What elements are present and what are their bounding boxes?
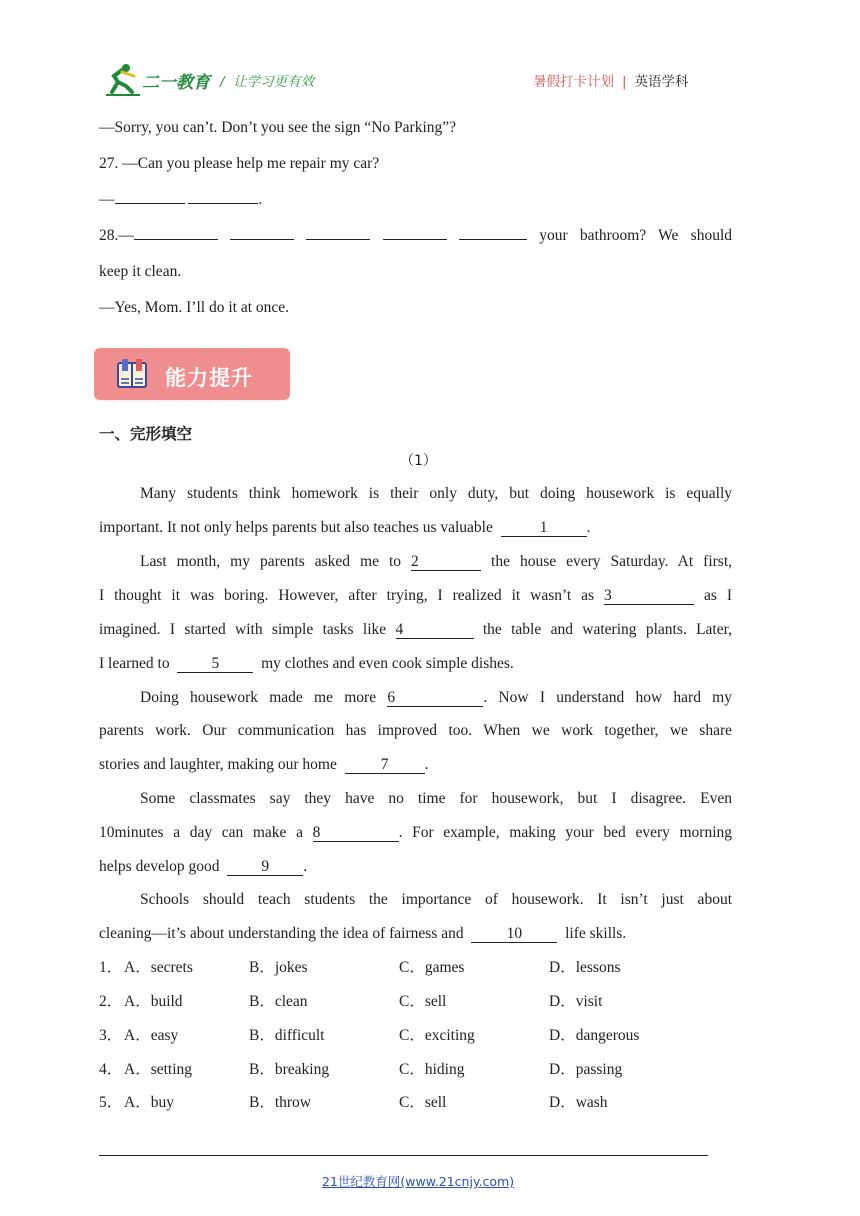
question-27: 27. —Can you please help me repair my car? [99,155,380,172]
option-d[interactable]: D．wash [549,1094,608,1111]
option-c[interactable]: C．sell [399,1094,447,1111]
passage-line [99,620,732,640]
answer-blank[interactable] [230,239,294,240]
passage-text: important. It not only helps parents but also teaches us valuable [99,519,493,536]
header-right [533,70,689,90]
option-c[interactable]: C．hiding [399,1061,465,1078]
passage-line [99,518,591,538]
option-b[interactable]: B．jokes [249,959,308,976]
q28-prefix: 28.— [99,227,134,244]
passage-text: my clothes and even cook simple dishes. [261,655,514,672]
passage-text: cleaning—it’s about understanding the idea of fairness and [99,925,464,942]
passage-line [99,924,626,944]
passage-text: . For example, making your bed every morning [398,824,733,841]
option-d[interactable]: D．visit [549,993,603,1010]
passage-line [99,654,514,674]
passage-line [99,586,732,606]
passage-line: parents work. Our communication has improved too. When we work together, we share [99,722,732,739]
cloze-blank-6[interactable]: 6 [387,689,483,707]
answer-blank[interactable] [188,203,258,204]
footer-divider [99,1155,708,1156]
passage-text: the house every Saturday. At first, [491,553,732,570]
answer-blank[interactable] [383,239,447,240]
passage-text: I thought it was boring. However, after trying, I realized it wasn’t as [99,587,595,604]
option-c[interactable]: C．sell [399,993,447,1010]
option-a[interactable]: A．secrets [124,959,193,976]
banner-title: 能力提升 [165,366,253,390]
footer-link[interactable]: 21世纪教育网(www.21cnjy.com) [322,1174,515,1189]
passage-line [140,688,732,708]
passage-text: 10minutes a day can make a [99,824,303,841]
passage-text: Last month, my parents asked me to [140,553,402,570]
section-heading: 一、完形填空 [99,425,193,443]
passage-text: I learned to [99,655,170,672]
passage-text: the table and watering plants. Later, [482,621,733,638]
slogan [220,70,314,90]
option-b[interactable]: B．difficult [249,1027,325,1044]
option-a[interactable]: A．easy [124,1027,179,1044]
logo-text: 二一教育 [142,73,210,93]
slogan-slash: / [220,74,225,90]
cloze-blank-8[interactable]: 8 [313,824,399,842]
passage-line: Many students think homework is their only duty, but doing housework is equally [140,485,732,502]
cloze-blank-1[interactable]: 1 [501,519,587,537]
cloze-blank-10[interactable]: 10 [471,925,557,943]
option-number: 5． [99,1094,123,1111]
book-icon [114,355,150,391]
option-b[interactable]: B．throw [249,1094,312,1111]
question-28 [99,226,732,246]
option-number: 4． [99,1061,123,1078]
passage-number: （1） [400,453,437,469]
option-number: 3． [99,1027,123,1044]
answer-dash: — [99,191,115,208]
cloze-blank-9[interactable]: 9 [227,858,303,876]
passage-text: as I [703,587,733,604]
option-d[interactable]: D．dangerous [549,1027,640,1044]
option-b[interactable]: B．clean [249,993,308,1010]
option-number: 2． [99,993,123,1010]
dialogue-line-1: —Sorry, you can’t. Don’t you see the sign “No Parking”? [99,119,457,136]
runner-logo-icon [104,62,144,98]
slogan-text: 让学习更有效 [233,74,315,90]
answer-period: . [258,191,263,208]
question-27-answer [99,190,262,210]
passage-line: Schools should teach students the importance of housework. It isn’t just about [140,891,732,908]
header-subject: 英语学科 [634,74,689,90]
passage-text: . [424,756,429,773]
answer-blank[interactable] [134,239,218,240]
option-c[interactable]: C．games [399,959,465,976]
passage-text: . [303,858,308,875]
cloze-blank-5[interactable]: 5 [177,655,253,673]
question-28-reply: —Yes, Mom. I’ll do it at once. [99,299,290,316]
answer-blank[interactable] [115,203,185,204]
q28-suffix: your bathroom? We should [539,227,733,244]
passage-line [140,552,732,572]
passage-line [99,755,428,775]
option-a[interactable]: A．setting [124,1061,193,1078]
option-d[interactable]: D．lessons [549,959,621,976]
question-28-line-2: keep it clean. [99,263,182,280]
cloze-blank-3[interactable]: 3 [604,587,694,605]
answer-blank[interactable] [306,239,370,240]
option-c[interactable]: C．exciting [399,1027,475,1044]
option-a[interactable]: A．buy [124,1094,174,1111]
header-separator: | [622,74,627,90]
cloze-blank-2[interactable]: 2 [411,553,481,571]
cloze-blank-7[interactable]: 7 [345,756,425,774]
option-d[interactable]: D．passing [549,1061,623,1078]
cloze-blank-4[interactable]: 4 [396,621,474,639]
option-b[interactable]: B．breaking [249,1061,330,1078]
passage-text: life skills. [565,925,627,942]
passage-line [99,857,307,877]
answer-blank[interactable] [459,239,527,240]
passage-line [99,823,732,843]
option-number: 1． [99,959,123,976]
passage-line: Some classmates say they have no time for housework, but I disagree. Even [140,790,732,807]
passage-text: stories and laughter, making our home [99,756,337,773]
option-row [99,958,122,978]
passage-text: . [586,519,591,536]
passage-text: . Now I understand how hard my [483,689,732,706]
header-plan: 暑假打卡计划 [533,74,614,90]
option-a[interactable]: A．build [124,993,183,1010]
passage-text: helps develop good [99,858,220,875]
passage-text: Doing housework made me more [140,689,377,706]
passage-text: imagined. I started with simple tasks like [99,621,387,638]
